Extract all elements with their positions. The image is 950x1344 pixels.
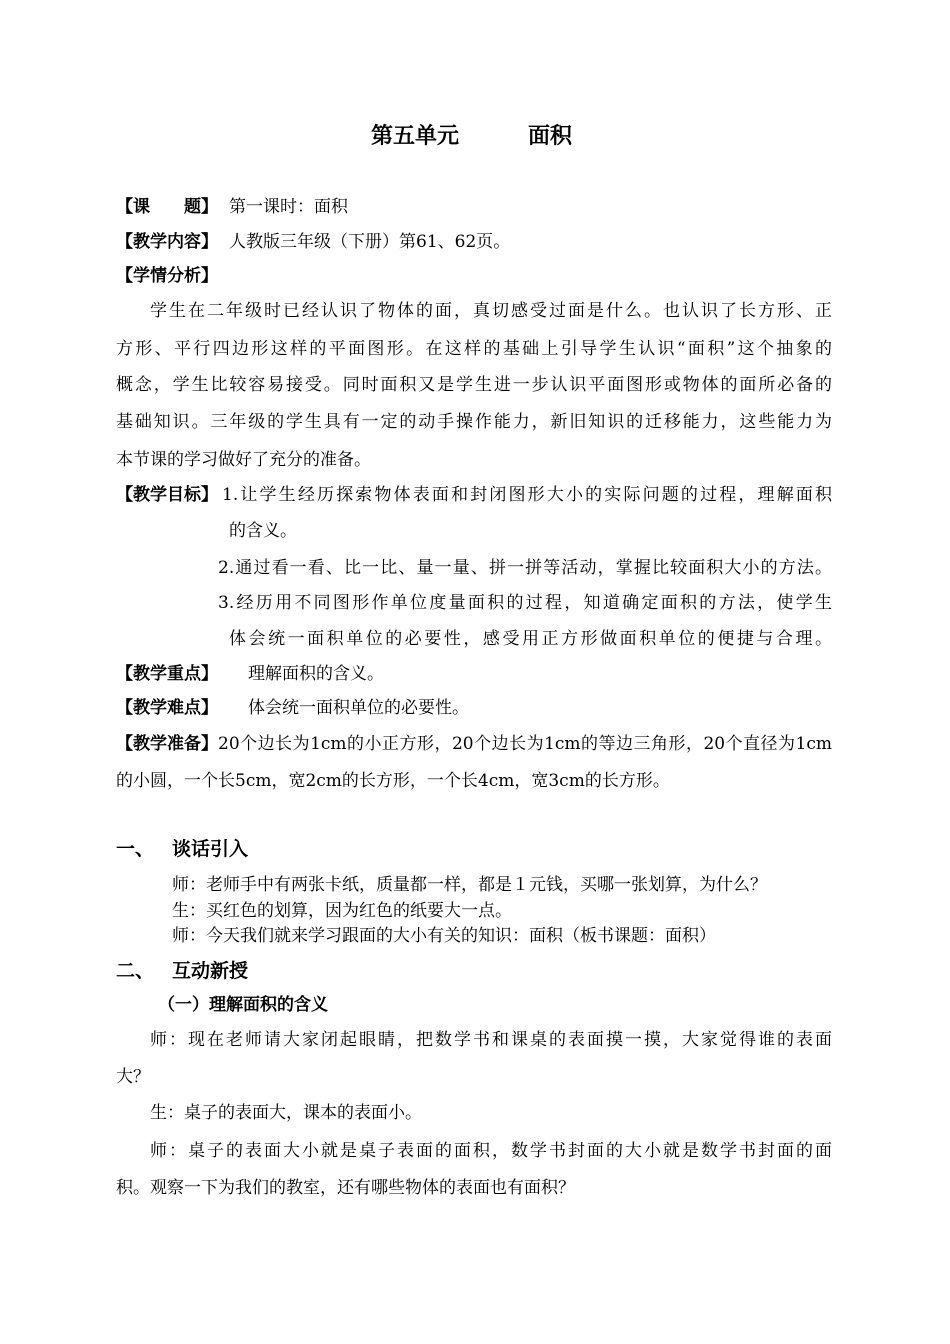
dialogue-line: 生：买红色的划算，因为红色的纸要大一点。 bbox=[172, 901, 512, 921]
key-value: 理解面积的含义。 bbox=[248, 664, 384, 684]
prep-label: 【教学准备】 bbox=[116, 734, 218, 754]
analysis-line: 方形、平行四边形这样的平面图形。在这样的基础上引导学生认识“面积”这个抽象的 bbox=[116, 339, 832, 359]
topic-title: 面积 bbox=[528, 124, 573, 149]
section-title: 互动新授 bbox=[172, 960, 249, 982]
dialogue-line: 生：桌子的表面大，课本的表面小。 bbox=[150, 1103, 422, 1123]
dialogue-line: 师：现在老师请大家闭起眼睛，把数学书和课桌的表面摸一摸，大家觉得谁的表面 bbox=[150, 1030, 832, 1050]
analysis-label: 【学情分析】 bbox=[116, 266, 218, 286]
section-number: 二、 bbox=[116, 960, 155, 982]
section-title: 谈话引入 bbox=[172, 838, 249, 860]
analysis-line: 基础知识。三年级的学生具有一定的动手操作能力，新旧知识的迁移能力，这些能力为 bbox=[116, 412, 832, 432]
unit-title: 第五单元 bbox=[371, 124, 460, 149]
analysis-line: 概念，学生比较容易接受。同时面积又是学生进一步认识平面图形或物体的面所必备的 bbox=[116, 375, 832, 395]
dialogue-line: 大？ bbox=[116, 1067, 150, 1087]
dialogue-line: 师：今天我们就来学习跟面的大小有关的知识：面积（板书课题：面积） bbox=[172, 926, 716, 946]
dialogue-line: 师：老师手中有两张卡纸，质量都一样，都是１元钱，买哪一张划算，为什么？ bbox=[172, 875, 767, 895]
goal-line: 3.经历用不同图形作单位度量面积的过程，知道确定面积的方法，使学生 bbox=[218, 593, 832, 613]
goal-line: 的含义。 bbox=[229, 521, 297, 541]
lesson-value: 第一课时：面积 bbox=[229, 197, 348, 217]
goal-line: 1.让学生经历探索物体表面和封闭图形大小的实际问题的过程，理解面积 bbox=[222, 485, 832, 505]
analysis-line: 学生在二年级时已经认识了物体的面，真切感受过面是什么。也认识了长方形、正 bbox=[150, 301, 832, 321]
dialogue-line: 师：桌子的表面大小就是桌子表面的面积，数学书封面的大小就是数学书封面的面 bbox=[150, 1141, 832, 1161]
section-number: 一、 bbox=[116, 838, 155, 860]
key-label: 【教学重点】 bbox=[116, 664, 218, 684]
content-label: 【教学内容】 bbox=[116, 232, 218, 252]
subsection-title: （一）理解面积的含义 bbox=[158, 995, 328, 1015]
prep-line: 的小圆，一个长5cm，宽2cm的长方形，一个长4cm，宽3cm的长方形。 bbox=[116, 771, 670, 791]
analysis-line: 本节课的学习做好了充分的准备。 bbox=[116, 450, 371, 470]
goal-line: 2.通过看一看、比一比、量一量、拼一拼等活动，掌握比较面积大小的方法。 bbox=[218, 558, 832, 578]
difficulty-value: 体会统一面积单位的必要性。 bbox=[248, 698, 469, 718]
lesson-label: 【课 题】 bbox=[116, 197, 218, 217]
dialogue-line: 积。观察一下为我们的教室，还有哪些物体的表面也有面积？ bbox=[116, 1178, 575, 1198]
content-value: 人教版三年级（下册）第61、62页。 bbox=[229, 232, 511, 252]
goal-line: 体会统一面积单位的必要性，感受用正方形做面积单位的便捷与合理。 bbox=[229, 629, 832, 649]
prep-line: 20个边长为1cm的小正方形，20个边长为1cm的等边三角形，20个直径为1cm bbox=[218, 734, 832, 754]
difficulty-label: 【教学难点】 bbox=[116, 698, 218, 718]
goals-label: 【教学目标】 bbox=[116, 485, 218, 505]
